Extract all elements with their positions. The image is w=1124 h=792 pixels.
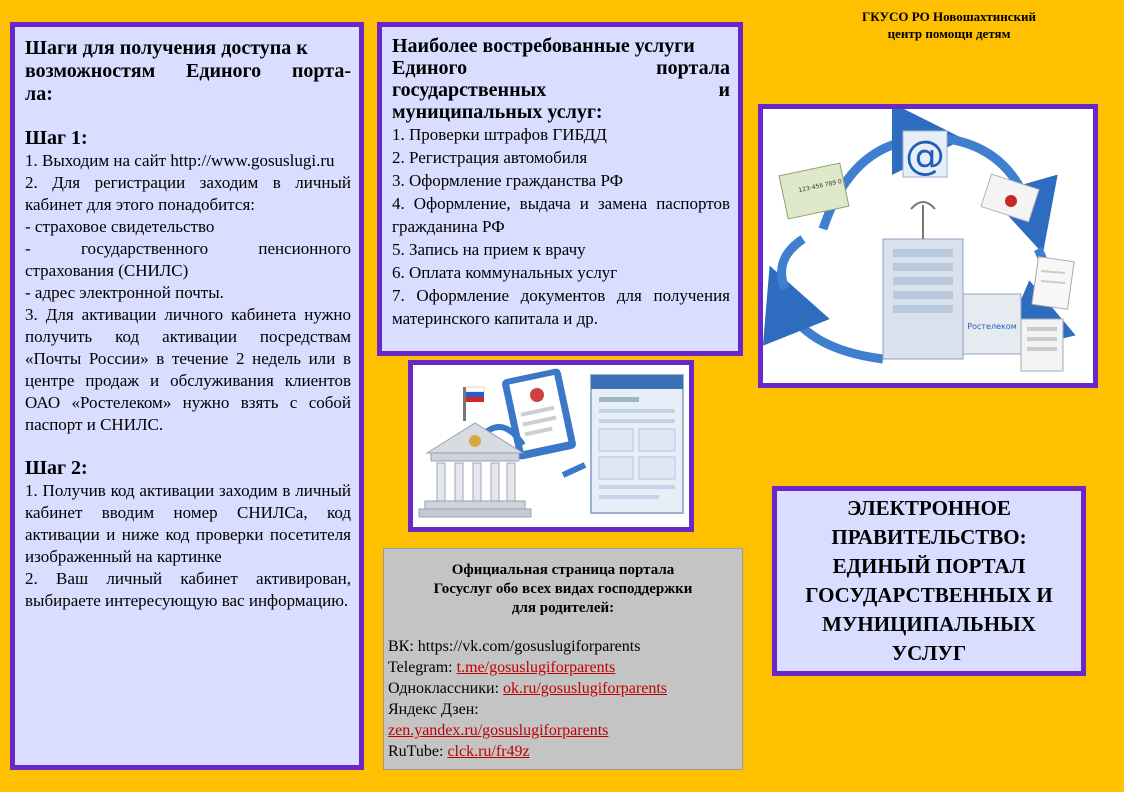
telegram-link[interactable]: t.me/gosuslugiforparents — [456, 659, 616, 676]
organization-header — [790, 8, 1108, 42]
snils-card-icon — [779, 163, 849, 219]
step1-item-6: 3. Для активации личного кабинета нужно получить код активации посредствам «Почты России» в течение 2 недель или в центре продаж и обслуживания клиентов ОАО «Ростелеком» нужно взять с собой паспорт и СНИЛС. — [25, 305, 351, 434]
envelope-icon — [981, 174, 1039, 222]
service-item-1: 1. Проверки штрафов ГИБДД — [392, 125, 607, 144]
gov-services-illustration — [408, 360, 694, 532]
official-heading-line2: Госуслуг обо всех видах господдержки — [433, 581, 693, 597]
vk-link[interactable]: ВК: https://vk.com/gosuslugiforparents — [388, 638, 641, 655]
title-line3: ЕДИНЫЙ ПОРТАЛ — [832, 554, 1026, 578]
main-title — [805, 494, 1053, 668]
org-name-line1: ГКУСО РО Новошахтинский — [862, 9, 1036, 24]
card-number: 123-456 789 0 — [797, 178, 843, 195]
title-line6: УСЛУГ — [891, 641, 967, 665]
gov-building-illustration — [413, 365, 689, 527]
title-panel — [772, 486, 1086, 676]
cycle-arrow-icon — [782, 239, 803, 289]
form-icon — [1021, 319, 1063, 371]
title-line4: ГОСУДАРСТВЕННЫХ И — [805, 583, 1053, 607]
services-heading-line4: муниципальных услуг: — [392, 101, 603, 123]
services-heading-line2: Единого портала — [392, 57, 730, 79]
steps-heading-line2: возможностям Единого порта- — [25, 60, 351, 82]
server-building-icon — [883, 202, 1021, 359]
org-name-line2: центр помощи детям — [887, 26, 1011, 41]
email-at-icon — [903, 131, 947, 179]
official-heading — [388, 561, 738, 618]
step1-item-3: - страховое свидетельство — [25, 217, 215, 236]
services-panel — [377, 22, 743, 356]
title-line1: ЭЛЕКТРОННОЕ — [847, 496, 1011, 520]
rutube-link[interactable]: clck.ru/fr49z — [447, 743, 530, 760]
services-heading-line3: государственных и — [392, 79, 730, 101]
service-item-5: 5. Запись на прием к врачу — [392, 240, 586, 259]
steps-heading-line1: Шаги для получения доступа к — [25, 37, 308, 59]
rutube-row — [388, 741, 738, 762]
step2-title: Шаг 2: — [25, 457, 88, 479]
step1-item-4: - государственного пенсионного страхования (СНИЛС) — [25, 239, 351, 280]
document-icon — [1032, 257, 1074, 310]
step1-title: Шаг 1: — [25, 127, 88, 149]
step2-item-2: 2. Ваш личный кабинет активирован, выбираете интересующую вас информацию. — [25, 569, 351, 610]
official-heading-line3: для родителей: — [511, 600, 615, 616]
e-government-diagram — [758, 104, 1098, 388]
title-line2: ПРАВИТЕЛЬСТВО: — [831, 525, 1027, 549]
social-links — [388, 636, 738, 762]
zen-row — [388, 720, 738, 741]
network-cycle-illustration — [763, 109, 1093, 383]
service-item-2: 2. Регистрация автомобиля — [392, 148, 588, 167]
telegram-label: Telegram: — [388, 659, 457, 676]
official-heading-line1: Официальная страница портала — [451, 562, 675, 578]
step1-item-1: 1. Выходим на сайт http://www.gosuslugi.ru — [25, 151, 335, 170]
rutube-label: RuTube: — [388, 743, 448, 760]
ok-link[interactable]: ok.ru/gosuslugiforparents — [503, 680, 667, 697]
service-item-7: 7. Оформление документов для получения материнского капитала и др. — [392, 286, 730, 328]
zen-link[interactable]: zen.yandex.ru/gosuslugiforparents — [388, 722, 609, 739]
step1-item-5: - адрес электронной почты. — [25, 283, 224, 302]
cycle-arrow-icon — [783, 299, 883, 359]
ok-label: Одноклассники: — [388, 680, 504, 697]
step1-item-2: 2. Для регистрации заходим в личный кабинет для этого понадобится: — [25, 173, 351, 214]
ok-row — [388, 678, 738, 699]
official-pages-panel — [383, 548, 743, 770]
service-item-6: 6. Оплата коммунальных услуг — [392, 263, 618, 282]
services-heading-line1: Наиболее востребованные услуги — [392, 35, 695, 57]
arrow-icon — [563, 465, 585, 475]
portal-screen-icon — [591, 375, 683, 513]
service-item-3: 3. Оформление гражданства РФ — [392, 171, 624, 190]
steps-panel — [10, 22, 364, 770]
service-item-4: 4. Оформление, выдача и замена паспортов гражданина РФ — [392, 194, 730, 236]
svg-text:@: @ — [905, 133, 945, 179]
zen-label: Яндекс Дзен: — [388, 701, 479, 718]
title-line5: МУНИЦИПАЛЬНЫХ — [822, 612, 1036, 636]
step2-item-1: 1. Получив код активации заходим в личный кабинет вводим номер СНИЛСа, код активации и ниже код проверки посетителя изображенный на картинке — [25, 481, 351, 566]
steps-heading-line3: ла: — [25, 83, 53, 105]
telegram-row — [388, 657, 738, 678]
brand-label: Ростелеком — [967, 322, 1017, 331]
